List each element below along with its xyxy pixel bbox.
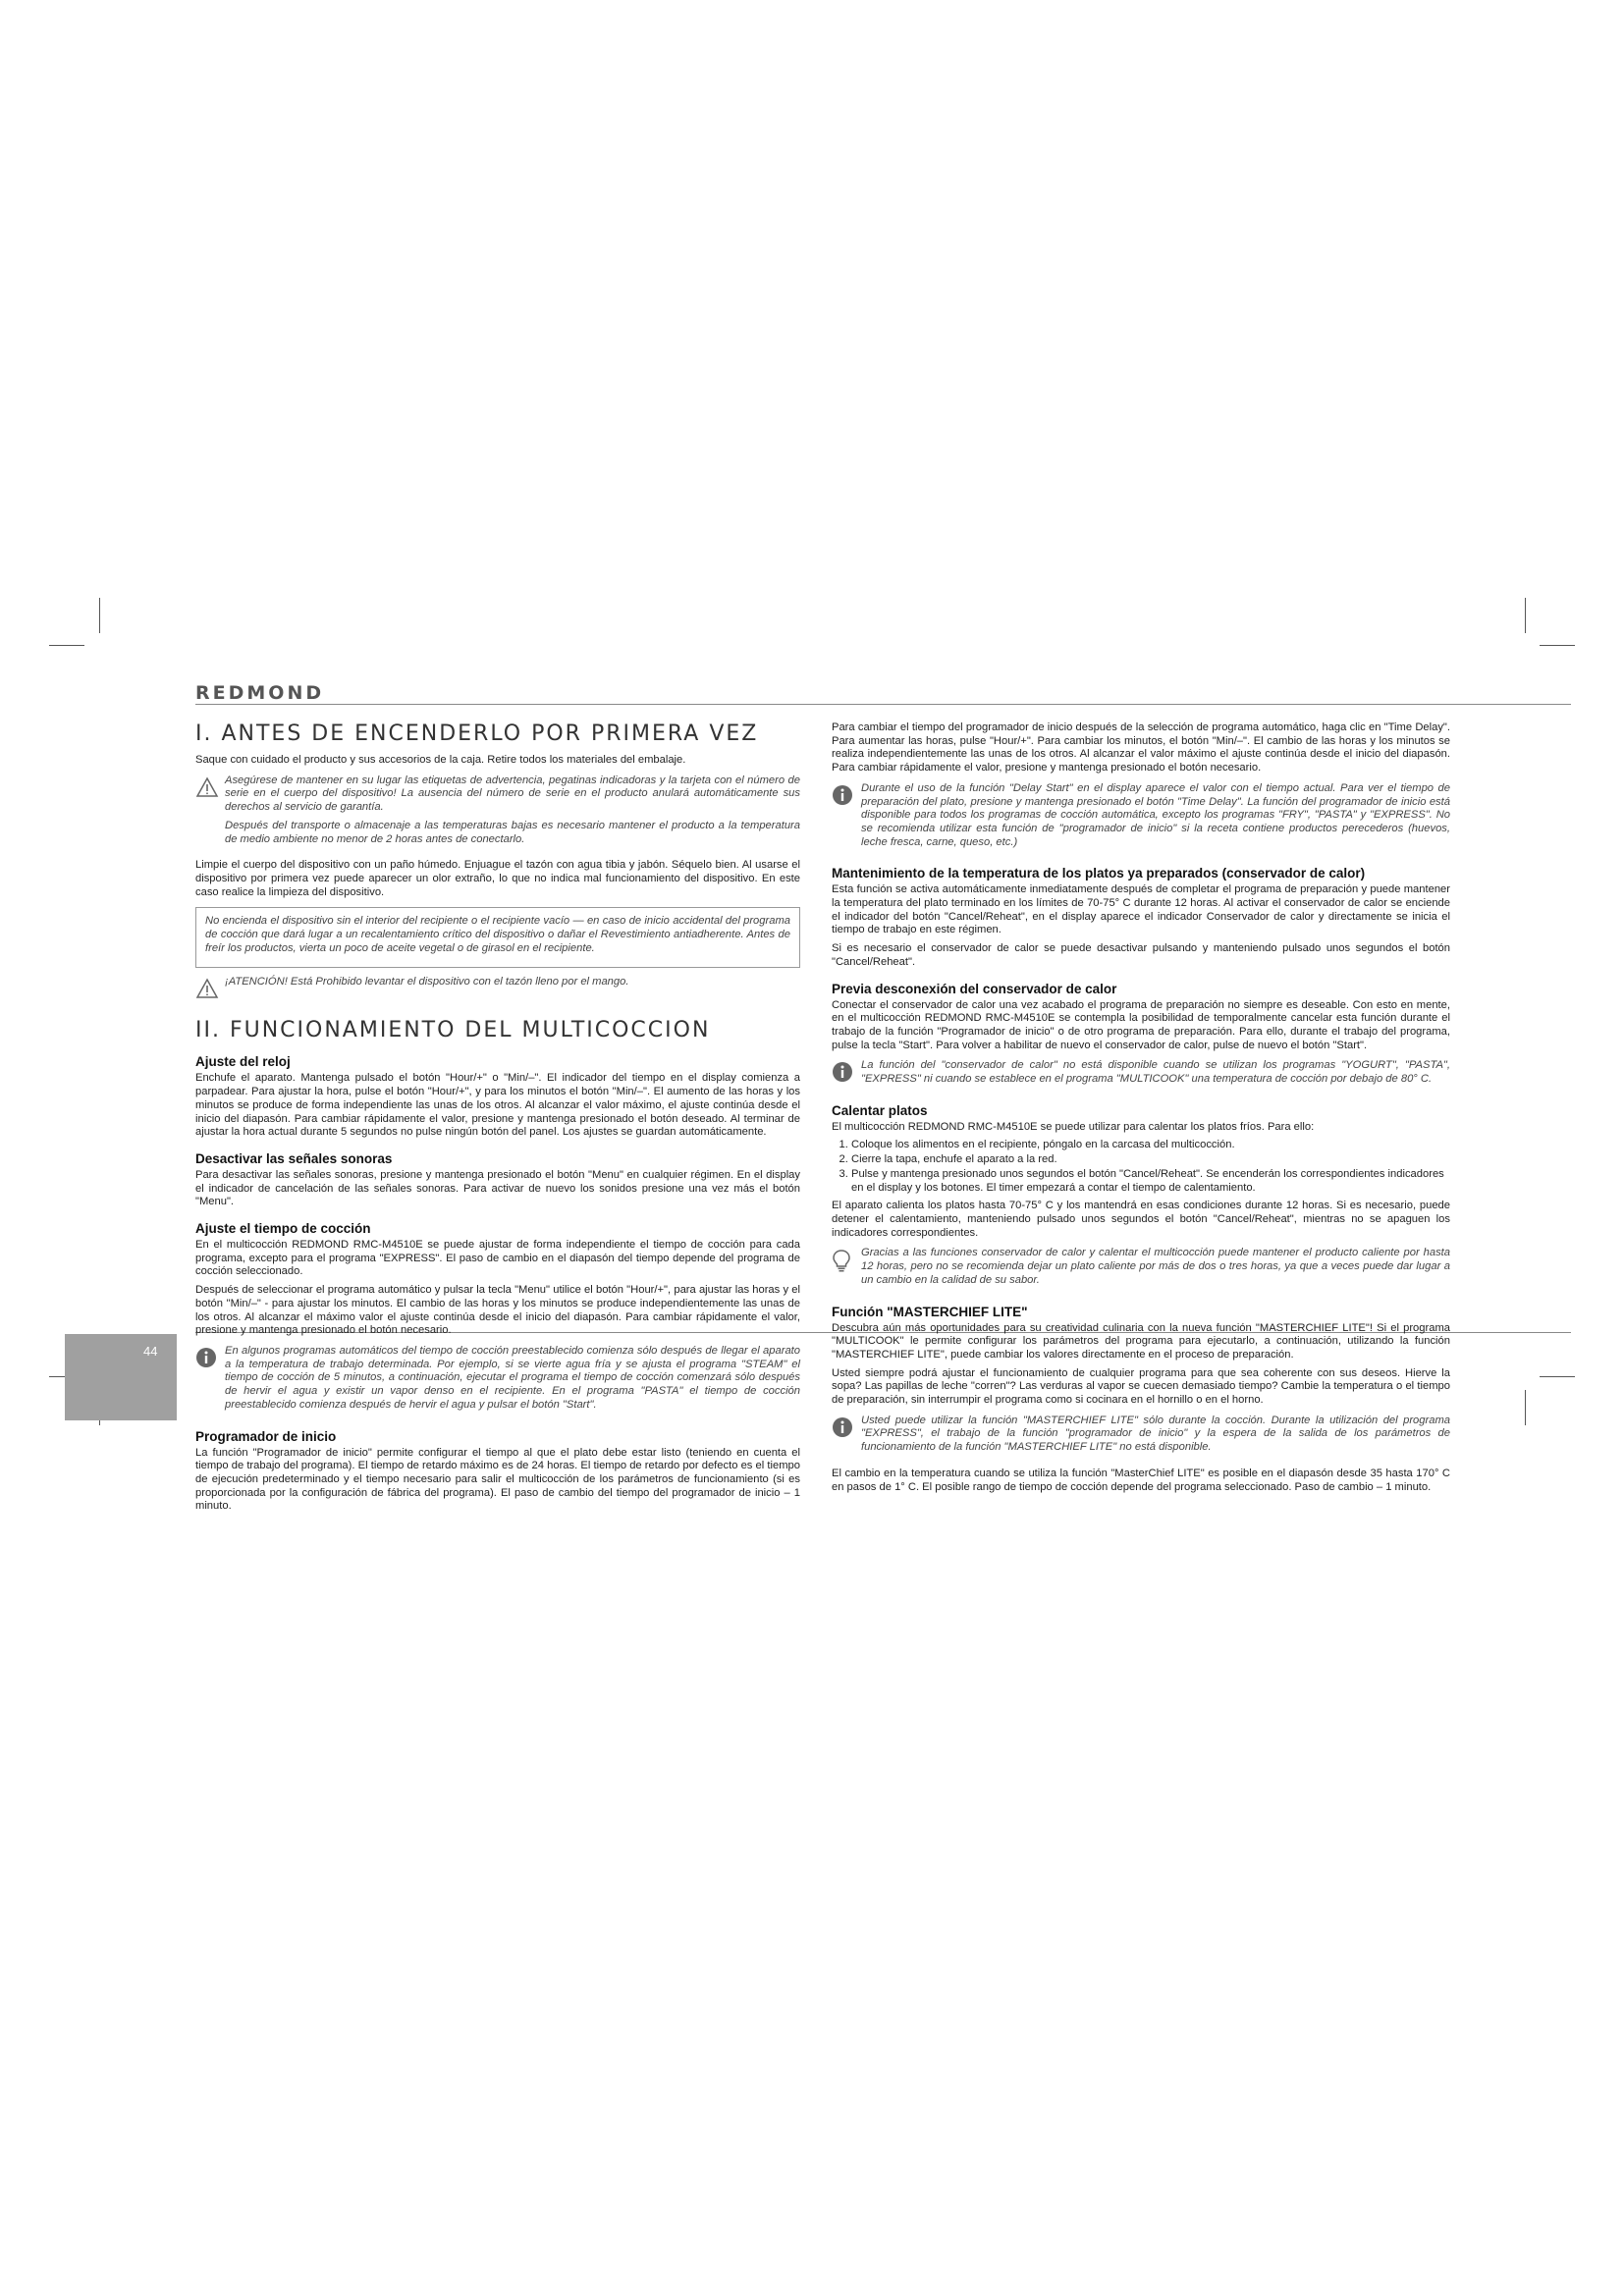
subheading: Calentar platos (832, 1102, 928, 1118)
info-note (832, 1415, 1450, 1460)
paragraph: La función "Programador de inicio" permite configurar el tiempo al que el plato debe estar listo (teniendo en cuenta el tiempo de trabajo del programa). El tiempo de retardo máximo es de 24 horas. El tiempo de retardo por defecto es el tiempo de ejecución predeterminado y el tiempo necesario para salir el multicocción de los parámetros de funcionamiento (si es proporcionada por la configuración de fábrica del programa). El paso de cambio del tiempo del programador de inicio – 1 minuto. (195, 1446, 800, 1513)
paragraph: Para desactivar las señales sonoras, presione y mantenga presionado el botón "Menu" en cualquier régimen. En el display el indicador de cancelación de las señales sonoras. Para activar de nuevo los sonidos presione una vez más el botón "Menu". (195, 1168, 800, 1208)
subheading: Programador de inicio (195, 1428, 337, 1444)
list-item: 3. Pulse y mantenga presionado unos segundos el botón "Cancel/Reheat". Se encenderán los correspondientes indicadores en el display y los botones. El timer empezará a contar el tiempo de calentamiento. (851, 1168, 1450, 1195)
notice-text: No encienda el dispositivo sin el interior del recipiente o el recipiente vacío — en caso de inicio accidental del programa de cocción que dará lugar a un recalentamiento crítico del dispositivo o dañar el Revestimiento antiadherente. Antes de freír los productos, vierta un poco de aceite vegetal o de girasol en el recipiente. (205, 915, 790, 954)
tip-note (832, 1247, 1450, 1292)
paragraph: Conectar el conservador de calor una vez acabado el programa de preparación no siempre es deseable. Con esto en mente, en el multicocción REDMOND RMC-M4510E se contempla la posibilidad de temporalmente cancelar esta función durante el trabajo de la función "Programador de inicio" o de otro programa de preparación. Para ello, durante el trabajo del programa, pulse la tecla "Start". Para volver a habilitar de nuevo el conservador de calor, pulse de nuevo el botón "Start". (832, 998, 1450, 1051)
crop-mark (1525, 598, 1526, 633)
header-rule (195, 704, 1571, 705)
section-title-2: II. FUNCIONAMIENTO DEL MULTICOCCION (195, 1018, 711, 1043)
paragraph: El aparato calienta los platos hasta 70-75° C y los mantendrá en esas condiciones durante 12 horas. Si es necesario, puede detener el calentamiento, manteniendo pulsado unos segundos el botón "Cancel/Reheat", mientras no se apaguen los indicadores correspondientes. (832, 1200, 1450, 1239)
info-note (832, 1059, 1450, 1091)
info-note (832, 782, 1450, 855)
tip-text: Gracias a las funciones conservador de calor y calentar el multicocción puede mantener el producto caliente por hasta 12 horas, pero no se recomienda dejar un plato caliente por más de dos o tres horas, ya que a veces puede dar lugar a un cambio en la calidad de su sabor. (861, 1247, 1450, 1286)
info-text: En algunos programas automáticos del tiempo de cocción preestablecido comienza sólo después de llegar el aparato a la temperatura de trabajo determinada. Por ejemplo, si se vierte agua fría y se ajusta el programa "STEAM" el tiempo de cocción de 5 minutos, a continuación, ejecutar el programa el tiempo de cocción comenzará sólo después de hervir el agua y existir un vapor denso en el recipiente. En el programa "PASTA" el tiempo de cocción preestablecido comienza después de hervir el agua y pulsar el botón "Start". (225, 1344, 800, 1411)
info-icon (832, 1416, 861, 1443)
info-text: La función del "conservador de calor" no está disponible cuando se utilizan los programas "YOGURT", "PASTA", "EXPRESS" ni cuando se establece en el programa "MULTICOOK" una temperatura de cocción por debajo de 80° C. (861, 1059, 1450, 1086)
warning-icon (195, 978, 225, 1004)
section-title-1: I. ANTES DE ENCENDERLO POR PRIMERA VEZ (195, 721, 759, 746)
paragraph: Si es necesario el conservador de calor se puede desactivar pulsando y manteniendo pulsado unos segundos el botón "Cancel/Reheat". (832, 942, 1450, 968)
warning-note (195, 976, 800, 1004)
info-text: Durante el uso de la función "Delay Start" en el display aparece el valor con el tiempo actual. Para ver el tiempo de preparación del plato, presione y mantenga presionado el botón "Time Delay". La función del programador de inicio está disponible para todos los programas de cocción automática, excepto los programas "FRY", "PASTA" y "EXPRESS". No se recomienda utilizar esta función de "programador de inicio" si la receta contiene productos perecederos (huevos, leche fresca, carne, queso, etc.) (861, 781, 1450, 848)
subheading: Función "MASTERCHIEF LITE" (832, 1304, 1028, 1319)
paragraph: El cambio en la temperatura cuando se utiliza la función "MasterChief LITE" es posible en el diapasón desde 35 hasta 170° C en pasos de 1° C. El posible rango de tiempo de cocción depende del programa seleccionado. Paso de cambio – 1 minuto. (832, 1467, 1450, 1493)
lightbulb-icon (832, 1249, 861, 1277)
paragraph: Limpie el cuerpo del dispositivo con un paño húmedo. Enjuague el tazón con agua tibia y jabón. Séquelo bien. Al usarse el dispositivo por primera vez puede aparecer un olor extraño, lo que no indica mal funcionamiento del dispositivo. En este caso realice la limpieza del dispositivo. (195, 859, 800, 898)
subheading: Previa desconexión del conservador de calor (832, 981, 1117, 996)
list-item: 2. Cierre la tapa, enchufe el aparato a la red. (851, 1153, 1450, 1167)
steps-list (832, 1139, 1450, 1195)
paragraph: Usted siempre podrá ajustar el funcionamiento de cualquier programa para que sea coherente con sus deseos. Hierve la sopa? Las papillas de leche "corren"? Las verduras al vapor se cuecen demasiado tiempo? Cambie la temperatura o el tiempo de preparación, sin interrumpir el programa como si cocinara en el hornillo o en el horno. (832, 1366, 1450, 1407)
paragraph: Saque con cuidado el producto y sus accesorios de la caja. Retire todos los materiales del embalaje. (195, 754, 686, 766)
subheading: Ajuste del reloj (195, 1054, 291, 1070)
paragraph: Enchufe el aparato. Mantenga pulsado el botón "Hour/+" o "Min/–". El indicador del tiempo en el display comienza a parpadear. Para ajustar la hora, pulse el botón "Hour/+", y para los minutos el botón "Min/–". El aumento de las horas y los minutos se produce de forma independiente las unas de los otros. Al alcanzar el valor máximo, el ajuste continúa desde el inicio del diapasón. Para cambiar rápidamente el valor, presione y mantenga presionado el botón deseado. Al terminar de ajustar la hora actual durante 5 segundos no pulse ningún botón del panel. Los ajustes se guardan automáticamente. (195, 1072, 800, 1139)
page-number: 44 (143, 1344, 158, 1359)
paragraph: El multicocción REDMOND RMC-M4510E se puede utilizar para calentar los platos fríos. Para ello: (832, 1120, 1315, 1133)
crop-mark (99, 598, 100, 633)
paragraph: Descubra aún más oportunidades para su creatividad culinaria con la nueva función "MASTERCHIEF LITE"! Si el programa "MULTICOOK" le permite configurar los parámetros del programa para ejecutarlo, a continuación, utilizando la función "MASTERCHIEF LITE", puede cambiar los valores directamente en el proceso de preparación. (832, 1321, 1450, 1361)
info-icon (832, 1061, 861, 1088)
left-column (195, 721, 800, 1519)
crop-mark (1540, 645, 1575, 646)
subheading: Ajuste el tiempo de cocción (195, 1221, 371, 1237)
warning-note (195, 774, 800, 852)
info-icon (832, 784, 861, 811)
crop-mark (1525, 1390, 1526, 1425)
warning-icon (195, 776, 225, 803)
paragraph: Después de seleccionar el programa automático y pulsar la tecla "Menu" utilice el botón "Hour/+", para ajustar las horas y el botón "Min/–" - para ajustar los minutos. El cambio de las horas y los minutos se produce independientemente las unas de los otros. Al alcanzar el máximo valor el ajuste continúa desde el inicio del diapasón. Para cambiar rápidamente el valor, presione y mantenga presionado el botón necesario. (195, 1284, 800, 1337)
info-icon (195, 1347, 225, 1373)
warning-text: Después del transporte o almacenaje a las temperaturas bajas es necesario mantener el producto a la temperatura de medio ambiente no menor de 2 horas antes de conectarlo. (225, 819, 800, 845)
info-text: Usted puede utilizar la función "MASTERCHIEF LITE" sólo durante la cocción. Durante la utilización del programa "EXPRESS", el trabajo de la función "programador de inicio" y la espera de la salida de los parámetros de funcionamiento de la función "MASTERCHIEF LITE" no está disponible. (861, 1414, 1450, 1454)
paragraph: En el multicocción REDMOND RMC-M4510E se puede ajustar de forma independiente el tiempo de cocción para cada programa, excepto para el programa "EXPRESS". El paso de cambio en el diapasón del tiempo depende del programa de cocción seleccionado. (195, 1239, 800, 1278)
paragraph: Esta función se activa automáticamente inmediatamente después de completar el programa de preparación y puede mantener la temperatura del plato terminado en los límites de 70-75° C durante 12 horas. Al activar el conservador de calor se enciende el indicador del botón "Cancel/Reheat", en el display aparece el indicador Conservador de calor y directamente se inicia el tiempo de trabajo en este régimen. (832, 883, 1450, 936)
paragraph: Para cambiar el tiempo del programador de inicio después de la selección de programa automático, haga clic en "Time Delay". Para aumentar las horas, pulse "Hour/+". Para cambiar los minutos, el botón "Min/–". El cambio de las horas y los minutos se realiza independientemente las unas de los otros. Al alcanzar el valor máximo el ajuste continúa desde el inicio del diapasón. Para cambiar rápidamente el valor, presione y mantenga presionado el botón necesario. (832, 721, 1450, 774)
page-number-box (65, 1334, 177, 1420)
brand-logo: REDMOND (195, 682, 325, 704)
warning-text: Asegúrese de mantener en su lugar las etiquetas de advertencia, pegatinas indicadoras y la tarjeta con el número de serie en el cuerpo del dispositivo! La ausencia del número de serie en el producto anulará automáticamente sus derechos al servicio de garantía. (225, 774, 800, 814)
crop-mark (1540, 1376, 1575, 1377)
subheading: Mantenimiento de la temperatura de los platos ya preparados (conservador de calor) (832, 866, 1366, 881)
subheading: Desactivar las señales sonoras (195, 1150, 393, 1166)
right-column (832, 721, 1450, 1499)
info-note (195, 1345, 800, 1417)
crop-mark (49, 645, 84, 646)
notice-box (195, 907, 800, 968)
list-item: 1. Coloque los alimentos en el recipiente, póngalo en la carcasa del multicocción. (851, 1139, 1450, 1152)
warning-text: ¡ATENCIÓN! Está Prohibido levantar el dispositivo con el tazón lleno por el mango. (225, 976, 629, 988)
